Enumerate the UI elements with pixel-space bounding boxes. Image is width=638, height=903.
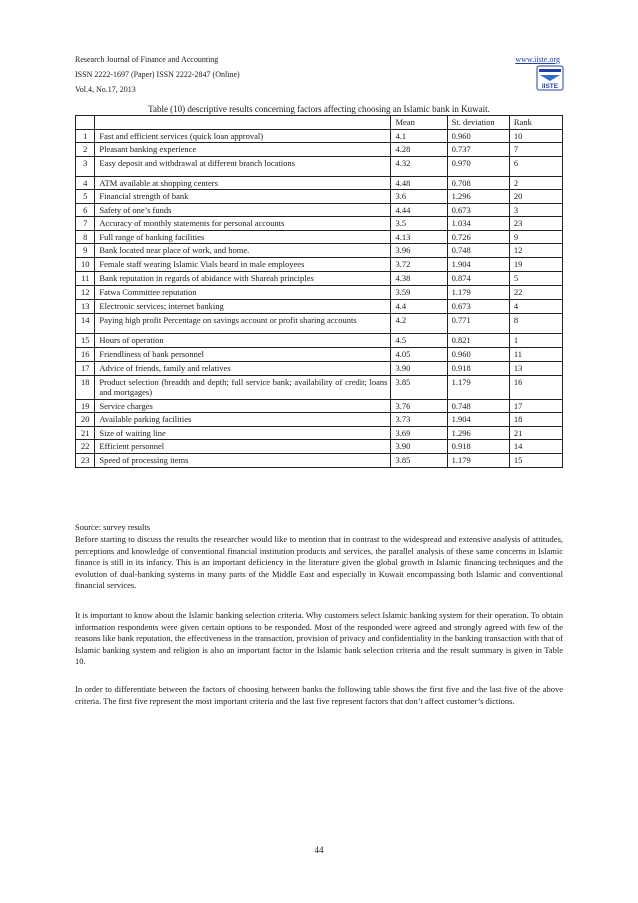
row-number: 10 bbox=[76, 258, 95, 272]
row-rank: 3 bbox=[509, 203, 562, 217]
row-mean: 3.5 bbox=[391, 217, 447, 231]
row-factor: Size of waiting line bbox=[95, 426, 391, 440]
table-row bbox=[76, 426, 563, 440]
table-row bbox=[76, 217, 563, 231]
row-rank: 21 bbox=[509, 426, 562, 440]
row-number: 1 bbox=[76, 129, 95, 143]
row-mean: 4.28 bbox=[391, 143, 447, 157]
row-factor: Friendliness of bank personnel bbox=[95, 348, 391, 362]
row-mean: 4.44 bbox=[391, 203, 447, 217]
row-rank: 16 bbox=[509, 375, 562, 399]
row-mean: 3.59 bbox=[391, 286, 447, 300]
row-factor: Fast and efficient services (quick loan approval) bbox=[95, 129, 391, 143]
row-mean: 3.69 bbox=[391, 426, 447, 440]
row-mean: 3.72 bbox=[391, 258, 447, 272]
row-mean: 3.6 bbox=[391, 190, 447, 204]
row-mean: 4.5 bbox=[391, 334, 447, 348]
row-factor: Available parking facilities bbox=[95, 413, 391, 427]
header-no bbox=[76, 116, 95, 130]
row-number: 4 bbox=[76, 176, 95, 190]
table-row bbox=[76, 286, 563, 300]
row-number: 12 bbox=[76, 286, 95, 300]
table-row bbox=[76, 176, 563, 190]
table-row bbox=[76, 272, 563, 286]
row-factor: Bank reputation in regards of abidance with Shareah principles bbox=[95, 272, 391, 286]
row-number: 6 bbox=[76, 203, 95, 217]
row-factor: Hours of operation bbox=[95, 334, 391, 348]
row-number: 2 bbox=[76, 143, 95, 157]
row-sd: 1.034 bbox=[447, 217, 509, 231]
row-mean: 4.38 bbox=[391, 272, 447, 286]
row-sd: 1.296 bbox=[447, 426, 509, 440]
issn-line: ISSN 2222-1697 (Paper) ISSN 2222-2847 (Online) bbox=[75, 70, 240, 79]
row-factor: Advice of friends, family and relatives bbox=[95, 362, 391, 376]
row-number: 20 bbox=[76, 413, 95, 427]
table-row bbox=[76, 129, 563, 143]
row-rank: 5 bbox=[509, 272, 562, 286]
row-mean: 3.90 bbox=[391, 440, 447, 454]
row-sd: 1.179 bbox=[447, 375, 509, 399]
table-row bbox=[76, 334, 563, 348]
row-rank: 4 bbox=[509, 300, 562, 314]
row-sd: 0.708 bbox=[447, 176, 509, 190]
table-row bbox=[76, 300, 563, 314]
row-mean: 3.96 bbox=[391, 244, 447, 258]
table-row bbox=[76, 399, 563, 413]
row-sd: 0.737 bbox=[447, 143, 509, 157]
row-sd: 0.821 bbox=[447, 334, 509, 348]
row-rank: 14 bbox=[509, 440, 562, 454]
row-number: 5 bbox=[76, 190, 95, 204]
row-rank: 19 bbox=[509, 258, 562, 272]
table-header-row bbox=[76, 116, 563, 130]
journal-url-link[interactable]: www.iiste.org bbox=[515, 55, 560, 64]
row-factor: Speed of processing items bbox=[95, 453, 391, 467]
factors-table bbox=[75, 115, 563, 468]
row-rank: 20 bbox=[509, 190, 562, 204]
row-sd: 0.918 bbox=[447, 440, 509, 454]
row-factor: Financial strength of bank bbox=[95, 190, 391, 204]
row-rank: 6 bbox=[509, 156, 562, 176]
row-factor: Fatwa Committee reputation bbox=[95, 286, 391, 300]
table-row bbox=[76, 156, 563, 176]
row-factor: Female staff wearing Islamic Vials beard in male employees bbox=[95, 258, 391, 272]
row-sd: 1.904 bbox=[447, 258, 509, 272]
row-rank: 17 bbox=[509, 399, 562, 413]
row-number: 23 bbox=[76, 453, 95, 467]
row-mean: 4.48 bbox=[391, 176, 447, 190]
row-sd: 0.960 bbox=[447, 348, 509, 362]
row-sd: 0.748 bbox=[447, 244, 509, 258]
paragraph-1: Before starting to discuss the results the researcher would like to mention that in contrast to the widespread and extensive analysis of attitudes, perceptions and knowledge of conventional financial institution products and services, the parallel analysis of these same concerns in Islamic finance is still in its infancy. This is an important deficiency in the literature given the global growth in Islamic financing techniques and the evolution of dual-banking systems in many parts of the Middle East and especially in Kuwait encompassing both Islamic and conventional financial services. bbox=[75, 534, 563, 590]
row-number: 15 bbox=[76, 334, 95, 348]
row-factor: Easy deposit and withdrawal at different branch locations bbox=[95, 156, 391, 176]
row-mean: 3.73 bbox=[391, 413, 447, 427]
row-factor: Electronic services; internet banking bbox=[95, 300, 391, 314]
row-rank: 1 bbox=[509, 334, 562, 348]
row-number: 13 bbox=[76, 300, 95, 314]
row-mean: 4.05 bbox=[391, 348, 447, 362]
iiste-logo bbox=[536, 64, 564, 92]
row-mean: 3.76 bbox=[391, 399, 447, 413]
row-sd: 1.904 bbox=[447, 413, 509, 427]
row-sd: 0.748 bbox=[447, 399, 509, 413]
row-sd: 0.970 bbox=[447, 156, 509, 176]
row-mean: 4.32 bbox=[391, 156, 447, 176]
row-sd: 0.673 bbox=[447, 203, 509, 217]
row-number: 8 bbox=[76, 230, 95, 244]
row-number: 9 bbox=[76, 244, 95, 258]
row-rank: 2 bbox=[509, 176, 562, 190]
row-number: 7 bbox=[76, 217, 95, 231]
row-factor: Accuracy of monthly statements for personal accounts bbox=[95, 217, 391, 231]
row-sd: 0.726 bbox=[447, 230, 509, 244]
volume-line: Vol.4, No.17, 2013 bbox=[75, 85, 136, 94]
row-number: 22 bbox=[76, 440, 95, 454]
row-rank: 7 bbox=[509, 143, 562, 157]
row-number: 17 bbox=[76, 362, 95, 376]
table-row bbox=[76, 440, 563, 454]
row-number: 14 bbox=[76, 314, 95, 334]
paragraph-3: In order to differentiate between the factors of choosing between banks the following table shows the first five and the last five of the above criteria. The first five represent the most important criteria and the last five represent factors that don’t affect customer’s dictions. bbox=[75, 684, 563, 706]
row-sd: 1.296 bbox=[447, 190, 509, 204]
table-row bbox=[76, 143, 563, 157]
row-sd: 1.179 bbox=[447, 453, 509, 467]
row-number: 19 bbox=[76, 399, 95, 413]
table-row bbox=[76, 258, 563, 272]
row-factor: Pleasant banking experience bbox=[95, 143, 391, 157]
row-factor: Safety of one’s funds bbox=[95, 203, 391, 217]
table-body bbox=[76, 129, 563, 467]
row-number: 16 bbox=[76, 348, 95, 362]
row-number: 11 bbox=[76, 272, 95, 286]
row-sd: 0.918 bbox=[447, 362, 509, 376]
row-factor: Paying high profit Percentage on savings account or profit sharing accounts bbox=[95, 314, 391, 334]
table-row bbox=[76, 244, 563, 258]
page-number: 44 bbox=[314, 845, 324, 855]
table-row bbox=[76, 314, 563, 334]
row-factor: ATM available at shopping centers bbox=[95, 176, 391, 190]
row-number: 18 bbox=[76, 375, 95, 399]
row-factor: Efficient personnel bbox=[95, 440, 391, 454]
svg-text:IISTE: IISTE bbox=[541, 83, 559, 90]
table-row bbox=[76, 375, 563, 399]
table-row bbox=[76, 190, 563, 204]
row-rank: 22 bbox=[509, 286, 562, 300]
row-sd: 1.179 bbox=[447, 286, 509, 300]
table-row bbox=[76, 203, 563, 217]
table-source: Source: survey results bbox=[75, 522, 151, 532]
row-factor: Service charges bbox=[95, 399, 391, 413]
table-caption: Table (10) descriptive results concerning factors affecting choosing an Islamic bank in Kuwait. bbox=[148, 104, 490, 114]
header-sd: St. deviation bbox=[447, 116, 509, 130]
table-row bbox=[76, 413, 563, 427]
header-factor bbox=[95, 116, 391, 130]
row-sd: 0.673 bbox=[447, 300, 509, 314]
table-row bbox=[76, 453, 563, 467]
table-row bbox=[76, 362, 563, 376]
row-number: 3 bbox=[76, 156, 95, 176]
table-row bbox=[76, 348, 563, 362]
row-number: 21 bbox=[76, 426, 95, 440]
row-rank: 11 bbox=[509, 348, 562, 362]
row-mean: 3.85 bbox=[391, 375, 447, 399]
row-rank: 13 bbox=[509, 362, 562, 376]
row-factor: Product selection (breadth and depth; full service bank; availability of credit; loans and mortgages) bbox=[95, 375, 391, 399]
row-mean: 4.1 bbox=[391, 129, 447, 143]
row-rank: 12 bbox=[509, 244, 562, 258]
row-rank: 15 bbox=[509, 453, 562, 467]
row-sd: 0.874 bbox=[447, 272, 509, 286]
table-row bbox=[76, 230, 563, 244]
row-rank: 10 bbox=[509, 129, 562, 143]
row-factor: Full range of banking facilities bbox=[95, 230, 391, 244]
row-rank: 18 bbox=[509, 413, 562, 427]
row-rank: 9 bbox=[509, 230, 562, 244]
header-mean: Mean bbox=[391, 116, 447, 130]
row-mean: 4.4 bbox=[391, 300, 447, 314]
header-rank: Rank bbox=[509, 116, 562, 130]
row-mean: 4.2 bbox=[391, 314, 447, 334]
row-sd: 0.960 bbox=[447, 129, 509, 143]
row-mean: 4.13 bbox=[391, 230, 447, 244]
row-mean: 3.85 bbox=[391, 453, 447, 467]
row-factor: Bank located near place of work, and home. bbox=[95, 244, 391, 258]
paragraph-2: It is important to know about the Islamic banking selection criteria. Why customers select Islamic banking system for their operation. To obtain information respondents were given certain options to be responded. Most of the responded were agreed and strongly agreed with few of the reasons like bank reputation, the effectiveness in the transaction, provision of privacy and confidentiality in the banking transaction with that of Islamic banking system and religion is also an important factor in the Islamic bank selection criteria and the result summary is given in Table 10. bbox=[75, 610, 563, 666]
row-sd: 0.771 bbox=[447, 314, 509, 334]
row-mean: 3.90 bbox=[391, 362, 447, 376]
row-rank: 8 bbox=[509, 314, 562, 334]
row-rank: 23 bbox=[509, 217, 562, 231]
journal-name: Research Journal of Finance and Accounting bbox=[75, 55, 219, 64]
